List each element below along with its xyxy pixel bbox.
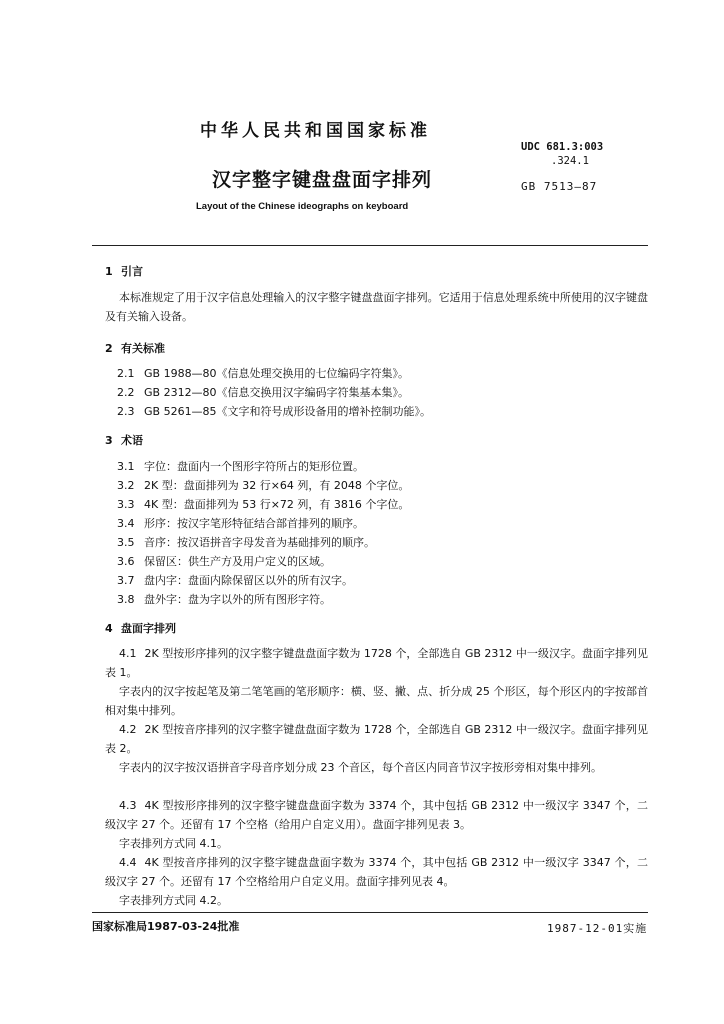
- section-2-heading: [105, 340, 165, 356]
- clause-paragraph: [105, 834, 648, 853]
- clause-paragraph: [105, 644, 648, 682]
- english-title: Layout of the Chinese ideographs on keyboard: [196, 201, 409, 212]
- udc-code-line1: UDC 681.3:003: [521, 141, 604, 153]
- section-title: 引言: [121, 265, 143, 278]
- section-1-heading: [105, 263, 143, 279]
- item-text: GB 1988—80《信息处理交换用的七位编码字符集》。: [144, 367, 410, 380]
- paragraph-text: 字表内的汉字按汉语拼音字母音序划分成 23 个音区，每个音区内同音节汉字按形旁相对集中排列。: [119, 761, 602, 774]
- clause-number: 4.3: [119, 799, 137, 812]
- section-number: 4: [105, 622, 113, 635]
- footer-divider: [92, 912, 648, 913]
- section-title: 有关标准: [121, 342, 165, 355]
- item-text: 盘内字：盘面内除保留区以外的所有汉字。: [144, 574, 353, 587]
- section-3-heading: [105, 432, 143, 448]
- list-item: [117, 591, 331, 607]
- item-number: 3.3: [117, 498, 135, 511]
- item-text: 音序：按汉语拼音字母发音为基础排列的顺序。: [144, 536, 375, 549]
- list-item: [117, 403, 431, 419]
- section-4-heading: [105, 620, 176, 636]
- item-number: 3.7: [117, 574, 135, 587]
- approval-date: 国家标准局1987-03-24批准: [92, 920, 240, 933]
- clause-number: 4.2: [119, 723, 137, 736]
- list-item: [117, 496, 409, 512]
- list-item: [117, 515, 364, 531]
- section-title: 盘面字排列: [121, 622, 176, 635]
- paragraph-text: 2K 型按音序排列的汉字整字键盘盘面字数为 1728 个，全部选自 GB 2312 中一级汉字。盘面字排列见表 2。: [105, 723, 648, 755]
- item-number: 3.4: [117, 517, 135, 530]
- item-number: 3.6: [117, 555, 135, 568]
- item-number: 3.2: [117, 479, 135, 492]
- list-item: [117, 365, 409, 381]
- clause-paragraph: [105, 891, 648, 910]
- section-number: 3: [105, 434, 113, 447]
- item-number: 3.5: [117, 536, 135, 549]
- paragraph-text: 本标准规定了用于汉字信息处理输入的汉字整字键盘盘面字排列。它适用于信息处理系统中所使用的汉字键盘及有关输入设备。: [105, 291, 648, 323]
- section-1-paragraph: [105, 288, 648, 326]
- clause-paragraph: [105, 758, 648, 777]
- paragraph-text: 字表内的汉字按起笔及第二笔笔画的笔形顺序：横、竖、撇、点、折分成 25 个形区，每个形区内的字按部首相对集中排列。: [105, 685, 648, 717]
- clause-number: 4.4: [119, 856, 137, 869]
- list-item: [117, 572, 353, 588]
- item-text: 4K 型：盘面排列为 53 行×72 列，有 3816 个字位。: [144, 498, 410, 511]
- document-title: 汉字整字键盘盘面字排列: [212, 169, 433, 191]
- section-number: 2: [105, 342, 113, 355]
- item-text: GB 2312—80《信息交换用汉字编码字符集基本集》。: [144, 386, 410, 399]
- item-text: 形序：按汉字笔形特征结合部首排列的顺序。: [144, 517, 364, 530]
- national-standard-heading: 中华人民共和国国家标准: [200, 121, 431, 141]
- item-number: 2.1: [117, 367, 135, 380]
- list-item: [117, 458, 364, 474]
- clause-paragraph: [105, 720, 648, 758]
- header-divider: [92, 245, 648, 246]
- item-text: 字位：盘面内一个图形字符所占的矩形位置。: [144, 460, 364, 473]
- item-number: 3.8: [117, 593, 135, 606]
- section-title: 术语: [121, 434, 143, 447]
- list-item: [117, 477, 409, 493]
- item-text: GB 5261—85《文字和符号成形设备用的增补控制功能》。: [144, 405, 432, 418]
- effective-date: 1987-12-01实施: [547, 922, 648, 935]
- list-item: [117, 384, 409, 400]
- list-item: [117, 534, 375, 550]
- item-number: 2.3: [117, 405, 135, 418]
- clause-paragraph: [105, 796, 648, 834]
- gb-number: GB 7513—87: [521, 180, 598, 193]
- clause-number: 4.1: [119, 647, 137, 660]
- item-text: 盘外字：盘为字以外的所有图形字符。: [144, 593, 331, 606]
- paragraph-text: 4K 型按音序排列的汉字整字键盘盘面字数为 3374 个，其中包括 GB 2312 中一级汉字 3347 个，二级汉字 27 个。还留有 17 个空格给用户自定义用。盘面字排列见表 4。: [105, 856, 648, 888]
- item-number: 2.2: [117, 386, 135, 399]
- item-number: 3.1: [117, 460, 135, 473]
- paragraph-text: 字表排列方式同 4.1。: [119, 837, 228, 850]
- item-text: 保留区：供生产方及用户定义的区域。: [144, 555, 331, 568]
- paragraph-text: 字表排列方式同 4.2。: [119, 894, 228, 907]
- udc-code-line2: .324.1: [551, 155, 589, 167]
- section-number: 1: [105, 265, 113, 278]
- paragraph-text: 2K 型按形序排列的汉字整字键盘盘面字数为 1728 个，全部选自 GB 2312 中一级汉字。盘面字排列见表 1。: [105, 647, 648, 679]
- paragraph-text: 4K 型按形序排列的汉字整字键盘盘面字数为 3374 个，其中包括 GB 2312 中一级汉字 3347 个，二级汉字 27 个。还留有 17 个空格（给用户自定义用）。盘面字排列见表 3。: [105, 799, 648, 831]
- clause-paragraph: [105, 682, 648, 720]
- item-text: 2K 型：盘面排列为 32 行×64 列，有 2048 个字位。: [144, 479, 410, 492]
- list-item: [117, 553, 331, 569]
- clause-paragraph: [105, 853, 648, 891]
